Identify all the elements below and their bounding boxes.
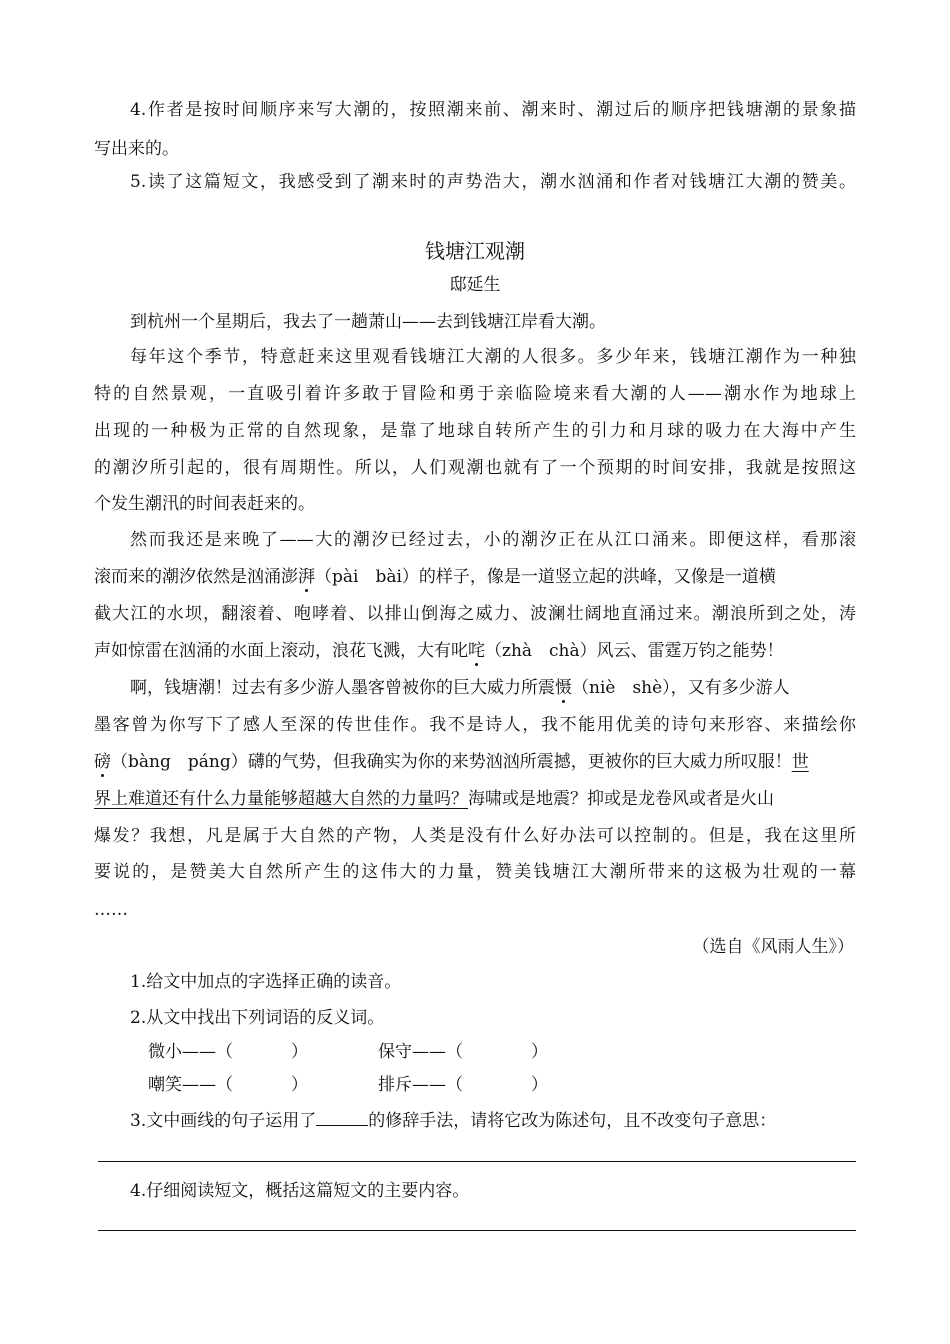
underlined-sentence: 界上难道还有什么力量能够超越大自然的力量吗？ [94, 789, 468, 809]
text-segment: （bàng páng）礴的气势，但我确实为你的来势汹汹所震撼，更被你的巨大威力所叹服！ [111, 752, 792, 772]
answer-line-q3[interactable] [98, 1161, 856, 1162]
paragraph-4-line-7: …… [94, 900, 128, 920]
paragraph-2-line-5: 个发生潮汛的时间表赶来的。 [94, 494, 315, 514]
antonym-item-3 [148, 1075, 308, 1095]
antonym-label: 保守——（ [378, 1042, 463, 1062]
answer-line-q4[interactable] [98, 1230, 856, 1231]
paragraph-4-line-1 [130, 678, 790, 698]
paragraph-4-line-2: 墨客曾为你写下了感人至深的传世佳作。我不是诗人，我不能用优美的诗句来形容、来描绘你 [94, 715, 856, 735]
paragraph-2-line-2: 特的自然景观，一直吸引着许多敢于冒险和勇于亲临险境来看大潮的人——潮水作为地球上 [94, 384, 856, 404]
antonym-close: ） [291, 1042, 308, 1062]
paragraph-3-line-1: 然而我还是来晚了——大的潮汐已经过去，小的潮汐正在从江口涌来。即便这样，看那滚 [130, 530, 856, 550]
answer-4-line-1: 4.作者是按时间顺序来写大潮的，按照潮来前、潮来时、潮过后的顺序把钱塘潮的景象描 [130, 100, 856, 120]
paragraph-2-line-4: 的潮汐所引起的，很有周期性。所以，人们观潮也就有了一个预期的时间安排，我就是按照这 [94, 458, 856, 478]
text-segment: （pài bài）的样子，像是一道竖立起的洪峰，又像是一道横 [315, 567, 776, 587]
text-segment: （zhà chà）风云、雷霆万钧之能势！ [485, 641, 784, 661]
underlined-sentence-start: 世 [791, 752, 809, 772]
article-title: 钱塘江观潮 [425, 239, 525, 263]
text-segment: 海啸或是地震？抑或是龙卷风或者是火山 [468, 789, 774, 809]
dotted-character: 慑 [555, 678, 572, 698]
text-segment: （niè shè），又有多少游人 [572, 678, 790, 698]
antonym-item-2 [378, 1042, 548, 1062]
paragraph-4-line-5: 爆发？我想，凡是属于大自然的产物，人类是没有什么好办法可以控制的。但是，我在这里所 [94, 826, 856, 846]
text-segment: 3.文中画线的句子运用了 [130, 1111, 317, 1131]
paragraph-3-line-2 [94, 567, 776, 587]
paragraph-3-line-4 [94, 641, 784, 661]
antonym-close: ） [531, 1075, 548, 1095]
article-source: （选自《风雨人生》） [692, 937, 854, 957]
dotted-character: 磅 [94, 752, 111, 772]
paragraph-2-line-1: 每年这个季节，特意赶来这里观看钱塘江大潮的人很多。多少年来，钱塘江潮作为一种独 [130, 347, 856, 367]
antonym-item-1 [148, 1042, 308, 1062]
text-segment: 啊，钱塘潮！过去有多少游人墨客曾被你的巨大威力所震 [130, 678, 555, 698]
question-2: 2.从文中找出下列词语的反义词。 [130, 1008, 385, 1028]
text-segment: 声如惊雷在汹涌的水面上滚动，浪花飞溅，大有叱 [94, 641, 468, 661]
question-4: 4.仔细阅读短文，概括这篇短文的主要内容。 [130, 1181, 470, 1201]
antonym-label: 嘲笑——（ [148, 1075, 233, 1095]
paragraph-1: 到杭州一个星期后，我去了一趟萧山——去到钱塘江岸看大潮。 [130, 312, 606, 332]
antonym-label: 微小——（ [148, 1042, 233, 1062]
answer-4-line-2: 写出来的。 [94, 139, 179, 159]
paragraph-3-line-3: 截大江的水坝，翻滚着、咆哮着、以排山倒海之威力、波澜壮阔地直涌过来。潮浪所到之处，涛 [94, 604, 856, 624]
answer-5: 5.读了这篇短文，我感受到了潮来时的声势浩大，潮水汹涌和作者对钱塘江大潮的赞美。 [130, 172, 856, 192]
antonym-label: 排斥——（ [378, 1075, 463, 1095]
antonym-close: ） [291, 1075, 308, 1095]
text-segment: 的修辞手法，请将它改为陈述句，且不改变句子意思： [368, 1111, 777, 1131]
paragraph-2-line-3: 出现的一种极为正常的自然现象，是靠了地球自转所产生的引力和月球的吸力在大海中产生 [94, 421, 856, 441]
antonym-item-4 [378, 1075, 548, 1095]
question-3 [130, 1111, 776, 1131]
dotted-character: 湃 [298, 567, 315, 587]
fill-in-blank[interactable] [316, 1111, 368, 1126]
article-author: 邸延生 [449, 275, 501, 295]
antonym-close: ） [531, 1042, 548, 1062]
dotted-character: 咤 [468, 641, 485, 661]
text-segment: 滚而来的潮汐依然是汹涌澎 [94, 567, 298, 587]
question-1: 1.给文中加点的字选择正确的读音。 [130, 972, 402, 992]
paragraph-4-line-4 [94, 789, 774, 809]
paragraph-4-line-6: 要说的，是赞美大自然所产生的这伟大的力量，赞美钱塘江大潮所带来的这极为壮观的一幕 [94, 862, 856, 882]
paragraph-4-line-3 [94, 752, 809, 772]
